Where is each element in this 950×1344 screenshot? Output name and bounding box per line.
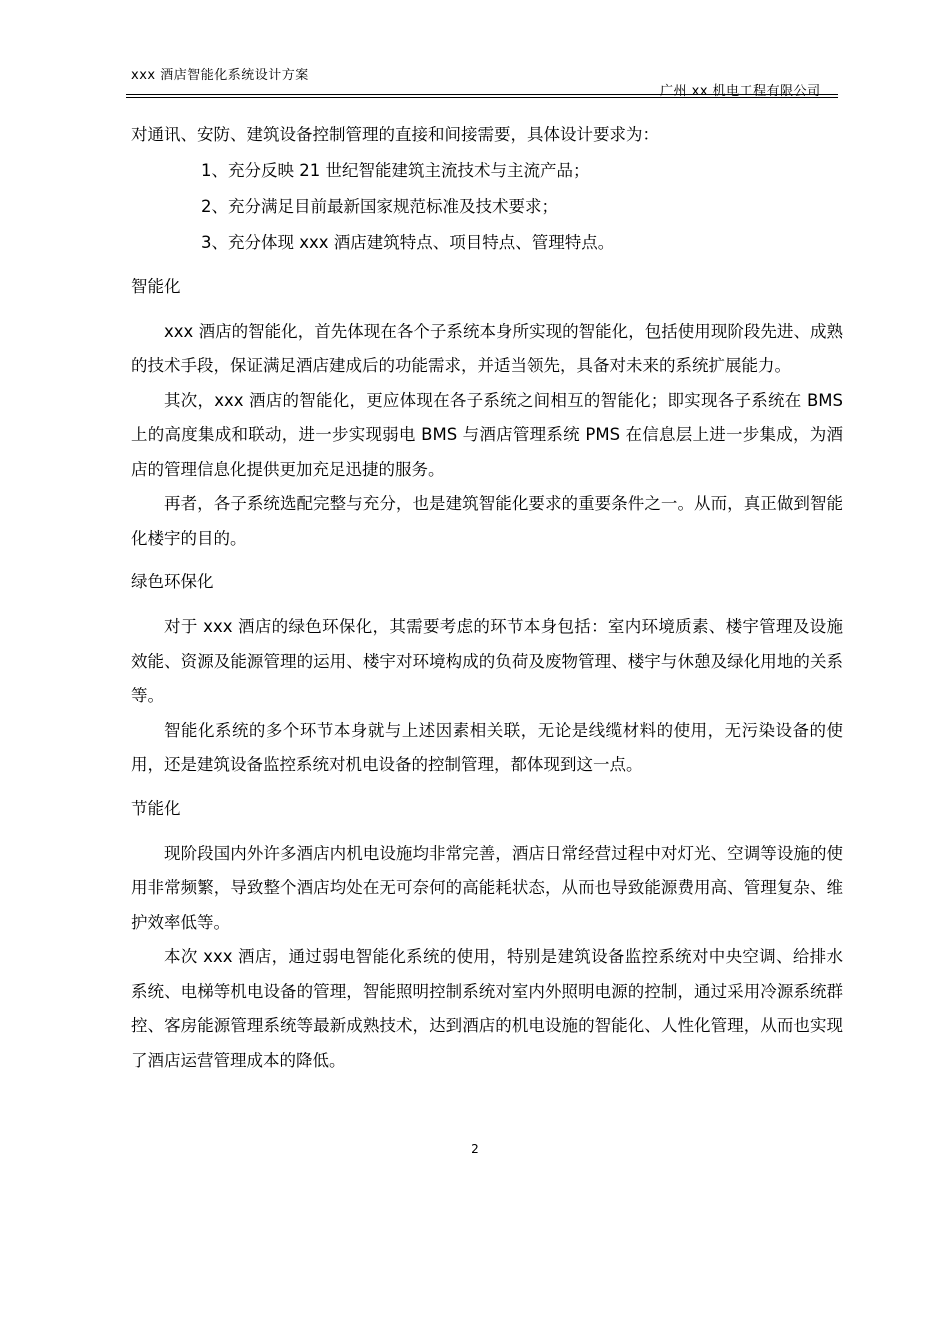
section-heading-green: 绿色环保化	[131, 572, 214, 591]
header-divider	[126, 94, 838, 95]
section-paragraph: 对于 xxx 酒店的绿色环保化，其需要考虑的环节本身包括：室内环境质素、楼宇管理及设施效能、资源及能源管理的运用、楼宇对环境构成的负荷及废物管理、楼宇与休憩及绿化用地的关系等。	[131, 617, 843, 705]
section-paragraph: 现阶段国内外许多酒店内机电设施均非常完善，酒店日常经营过程中对灯光、空调等设施的使用非常频繁，导致整个酒店均处在无可奈何的高能耗状态，从而也导致能源费用高、管理复杂、维护效率低等。	[131, 843, 843, 932]
section-paragraph: 其次，xxx 酒店的智能化，更应体现在各子系统之间相互的智能化；即实现各子系统在 BMS 上的高度集成和联动，进一步实现弱电 BMS 与酒店管理系统 PMS 在信息层上进一步集成，为酒店的管理信息化提供更加充足迅捷的服务。	[131, 390, 843, 479]
document-body	[131, 118, 843, 1078]
intro-paragraph: 对通讯、安防、建筑设备控制管理的直接和间接需要，具体设计要求为：	[131, 125, 659, 144]
section-paragraph: 智能化系统的多个环节本身就与上述因素相关联，无论是线缆材料的使用，无污染设备的使用，还是建筑设备监控系统对机电设备的控制管理，都体现到这一点。	[131, 720, 843, 774]
header-title: xxx 酒店智能化系统设计方案	[131, 68, 309, 83]
requirement-item-3: 3、充分体现 xxx 酒店建筑特点、项目特点、管理特点。	[201, 232, 615, 252]
page-number: 2	[471, 1142, 479, 1156]
section-paragraph: xxx 酒店的智能化，首先体现在各个子系统本身所实现的智能化，包括使用现阶段先进、成熟的技术手段，保证满足酒店建成后的功能需求，并适当领先，具备对未来的系统扩展能力。	[131, 321, 843, 375]
section-heading-energy: 节能化	[131, 798, 181, 818]
requirement-item-1: 1、充分反映 21 世纪智能建筑主流技术与主流产品；	[201, 160, 590, 180]
section-paragraph: 本次 xxx 酒店，通过弱电智能化系统的使用，特别是建筑设备监控系统对中央空调、给排水系统、电梯等机电设备的管理，智能照明控制系统对室内外照明电源的控制，通过采用冷源系统群控、客房能源管理系统等最新成熟技术，达到酒店的机电设施的智能化、人性化管理，从而也实现了酒店运营管理成本的降低。	[131, 947, 843, 1070]
section-heading-intelligence: 智能化	[131, 276, 181, 296]
requirement-item-2: 2、充分满足目前最新国家规范标准及技术要求；	[201, 196, 558, 216]
header-company: 广州 xx 机电工程有限公司	[660, 84, 821, 99]
section-paragraph: 再者，各子系统选配完整与充分，也是建筑智能化要求的重要条件之一。从而，真正做到智能化楼宇的目的。	[131, 494, 843, 548]
